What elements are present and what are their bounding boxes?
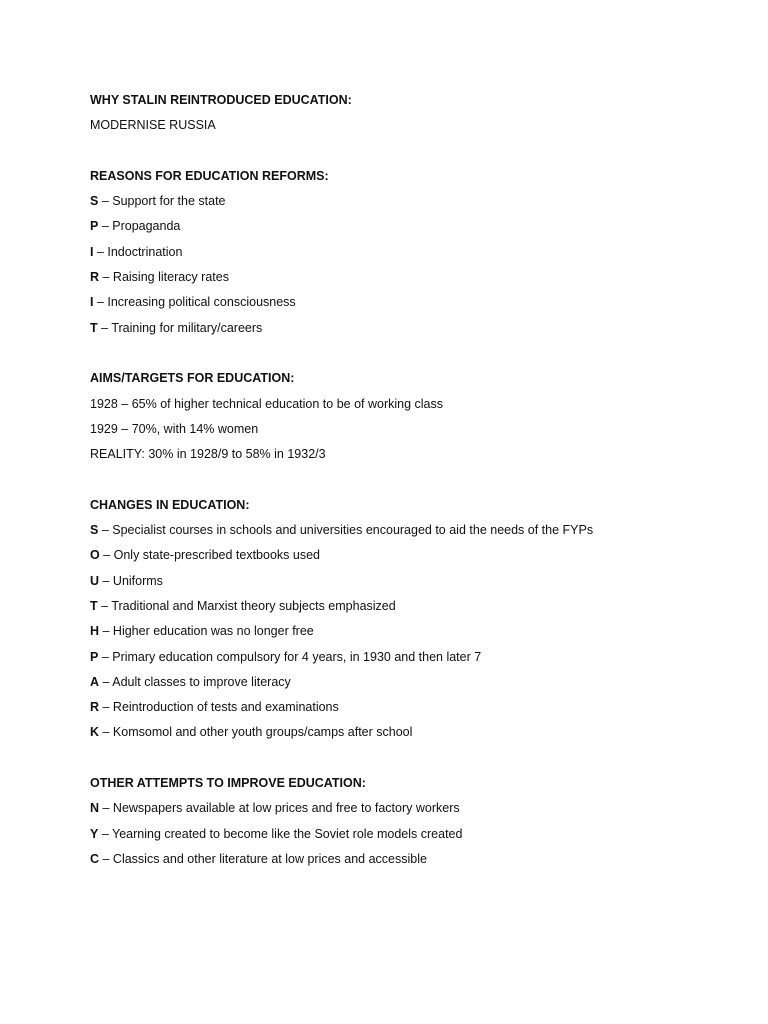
list-item (90, 189, 730, 214)
list-item-text: – Uniforms (99, 573, 163, 588)
list-item (90, 619, 730, 644)
mnemonic-letter: R (90, 270, 100, 285)
list-item-text: – Increasing political consciousness (93, 295, 296, 310)
mnemonic-letter: I (90, 295, 94, 310)
mnemonic-letter: S (90, 194, 99, 209)
list-item (90, 518, 730, 543)
section-reasons (90, 164, 730, 341)
list-item (90, 594, 730, 619)
spacer (90, 139, 730, 164)
mnemonic-letter: K (90, 725, 100, 740)
list-item (90, 569, 730, 594)
section-heading: OTHER ATTEMPTS TO IMPROVE EDUCATION: (90, 776, 366, 791)
list-item-text: – Higher education was no longer free (99, 624, 314, 639)
list-item (90, 240, 730, 265)
mnemonic-letter: P (90, 219, 99, 234)
mnemonic-letter: S (90, 523, 99, 538)
body-line: MODERNISE RUSSIA (90, 118, 216, 133)
body-line: 1929 – 70%, with 14% women (90, 421, 259, 436)
mnemonic-letter: I (90, 244, 94, 259)
list-item (90, 822, 730, 847)
list-item (90, 847, 730, 872)
list-item-text: – Traditional and Marxist theory subjects emphasized (97, 598, 396, 613)
list-item (90, 695, 730, 720)
section-other-attempts (90, 771, 730, 872)
section-heading: AIMS/TARGETS FOR EDUCATION: (90, 371, 295, 386)
list-item-text: – Propaganda (98, 219, 181, 234)
list-item (90, 670, 730, 695)
section-changes (90, 493, 730, 746)
section-heading: CHANGES IN EDUCATION: (90, 497, 250, 512)
mnemonic-letter: C (90, 851, 100, 866)
mnemonic-letter: T (90, 320, 98, 335)
list-item (90, 290, 730, 315)
mnemonic-letter: P (90, 649, 99, 664)
body-line: 1928 – 65% of higher technical education to be of working class (90, 396, 444, 411)
spacer (90, 746, 730, 771)
section-heading: WHY STALIN REINTRODUCED EDUCATION: (90, 93, 352, 107)
mnemonic-letter: H (90, 624, 100, 639)
list-item-text: – Indoctrination (93, 244, 183, 259)
mnemonic-letter: Y (90, 826, 99, 841)
list-item-text: – Specialist courses in schools and universities encouraged to aid the needs of the FYPs (98, 523, 594, 538)
list-item-text: – Reintroduction of tests and examinations (99, 700, 339, 715)
list-item-text: – Classics and other literature at low prices and accessible (99, 851, 427, 866)
list-item (90, 265, 730, 290)
list-item-text: – Newspapers available at low prices and free to factory workers (99, 801, 460, 816)
mnemonic-letter: N (90, 801, 100, 816)
list-item (90, 720, 730, 745)
mnemonic-letter: T (90, 598, 98, 613)
section-why-stalin (90, 88, 730, 139)
list-item-text: – Only state-prescribed textbooks used (99, 548, 320, 563)
list-item-text: – Support for the state (98, 194, 226, 209)
list-item-text: – Yearning created to become like the Soviet role models created (98, 826, 463, 841)
list-item-text: – Training for military/careers (97, 320, 263, 335)
list-item-text: – Komsomol and other youth groups/camps after school (99, 725, 413, 740)
spacer (90, 467, 730, 492)
section-heading: REASONS FOR EDUCATION REFORMS: (90, 168, 329, 183)
section-aims-targets (90, 366, 730, 467)
list-item (90, 645, 730, 670)
body-line: REALITY: 30% in 1928/9 to 58% in 1932/3 (90, 447, 326, 462)
list-item-text: – Adult classes to improve literacy (99, 674, 291, 689)
list-item (90, 214, 730, 239)
mnemonic-letter: A (90, 674, 100, 689)
list-item (90, 796, 730, 821)
list-item-text: – Raising literacy rates (99, 270, 229, 285)
spacer (90, 341, 730, 366)
mnemonic-letter: R (90, 700, 100, 715)
list-item-text: – Primary education compulsory for 4 years, in 1930 and then later 7 (98, 649, 482, 664)
mnemonic-letter: U (90, 573, 100, 588)
document-page (90, 88, 730, 872)
list-item (90, 543, 730, 568)
mnemonic-letter: O (90, 548, 100, 563)
list-item (90, 316, 730, 341)
